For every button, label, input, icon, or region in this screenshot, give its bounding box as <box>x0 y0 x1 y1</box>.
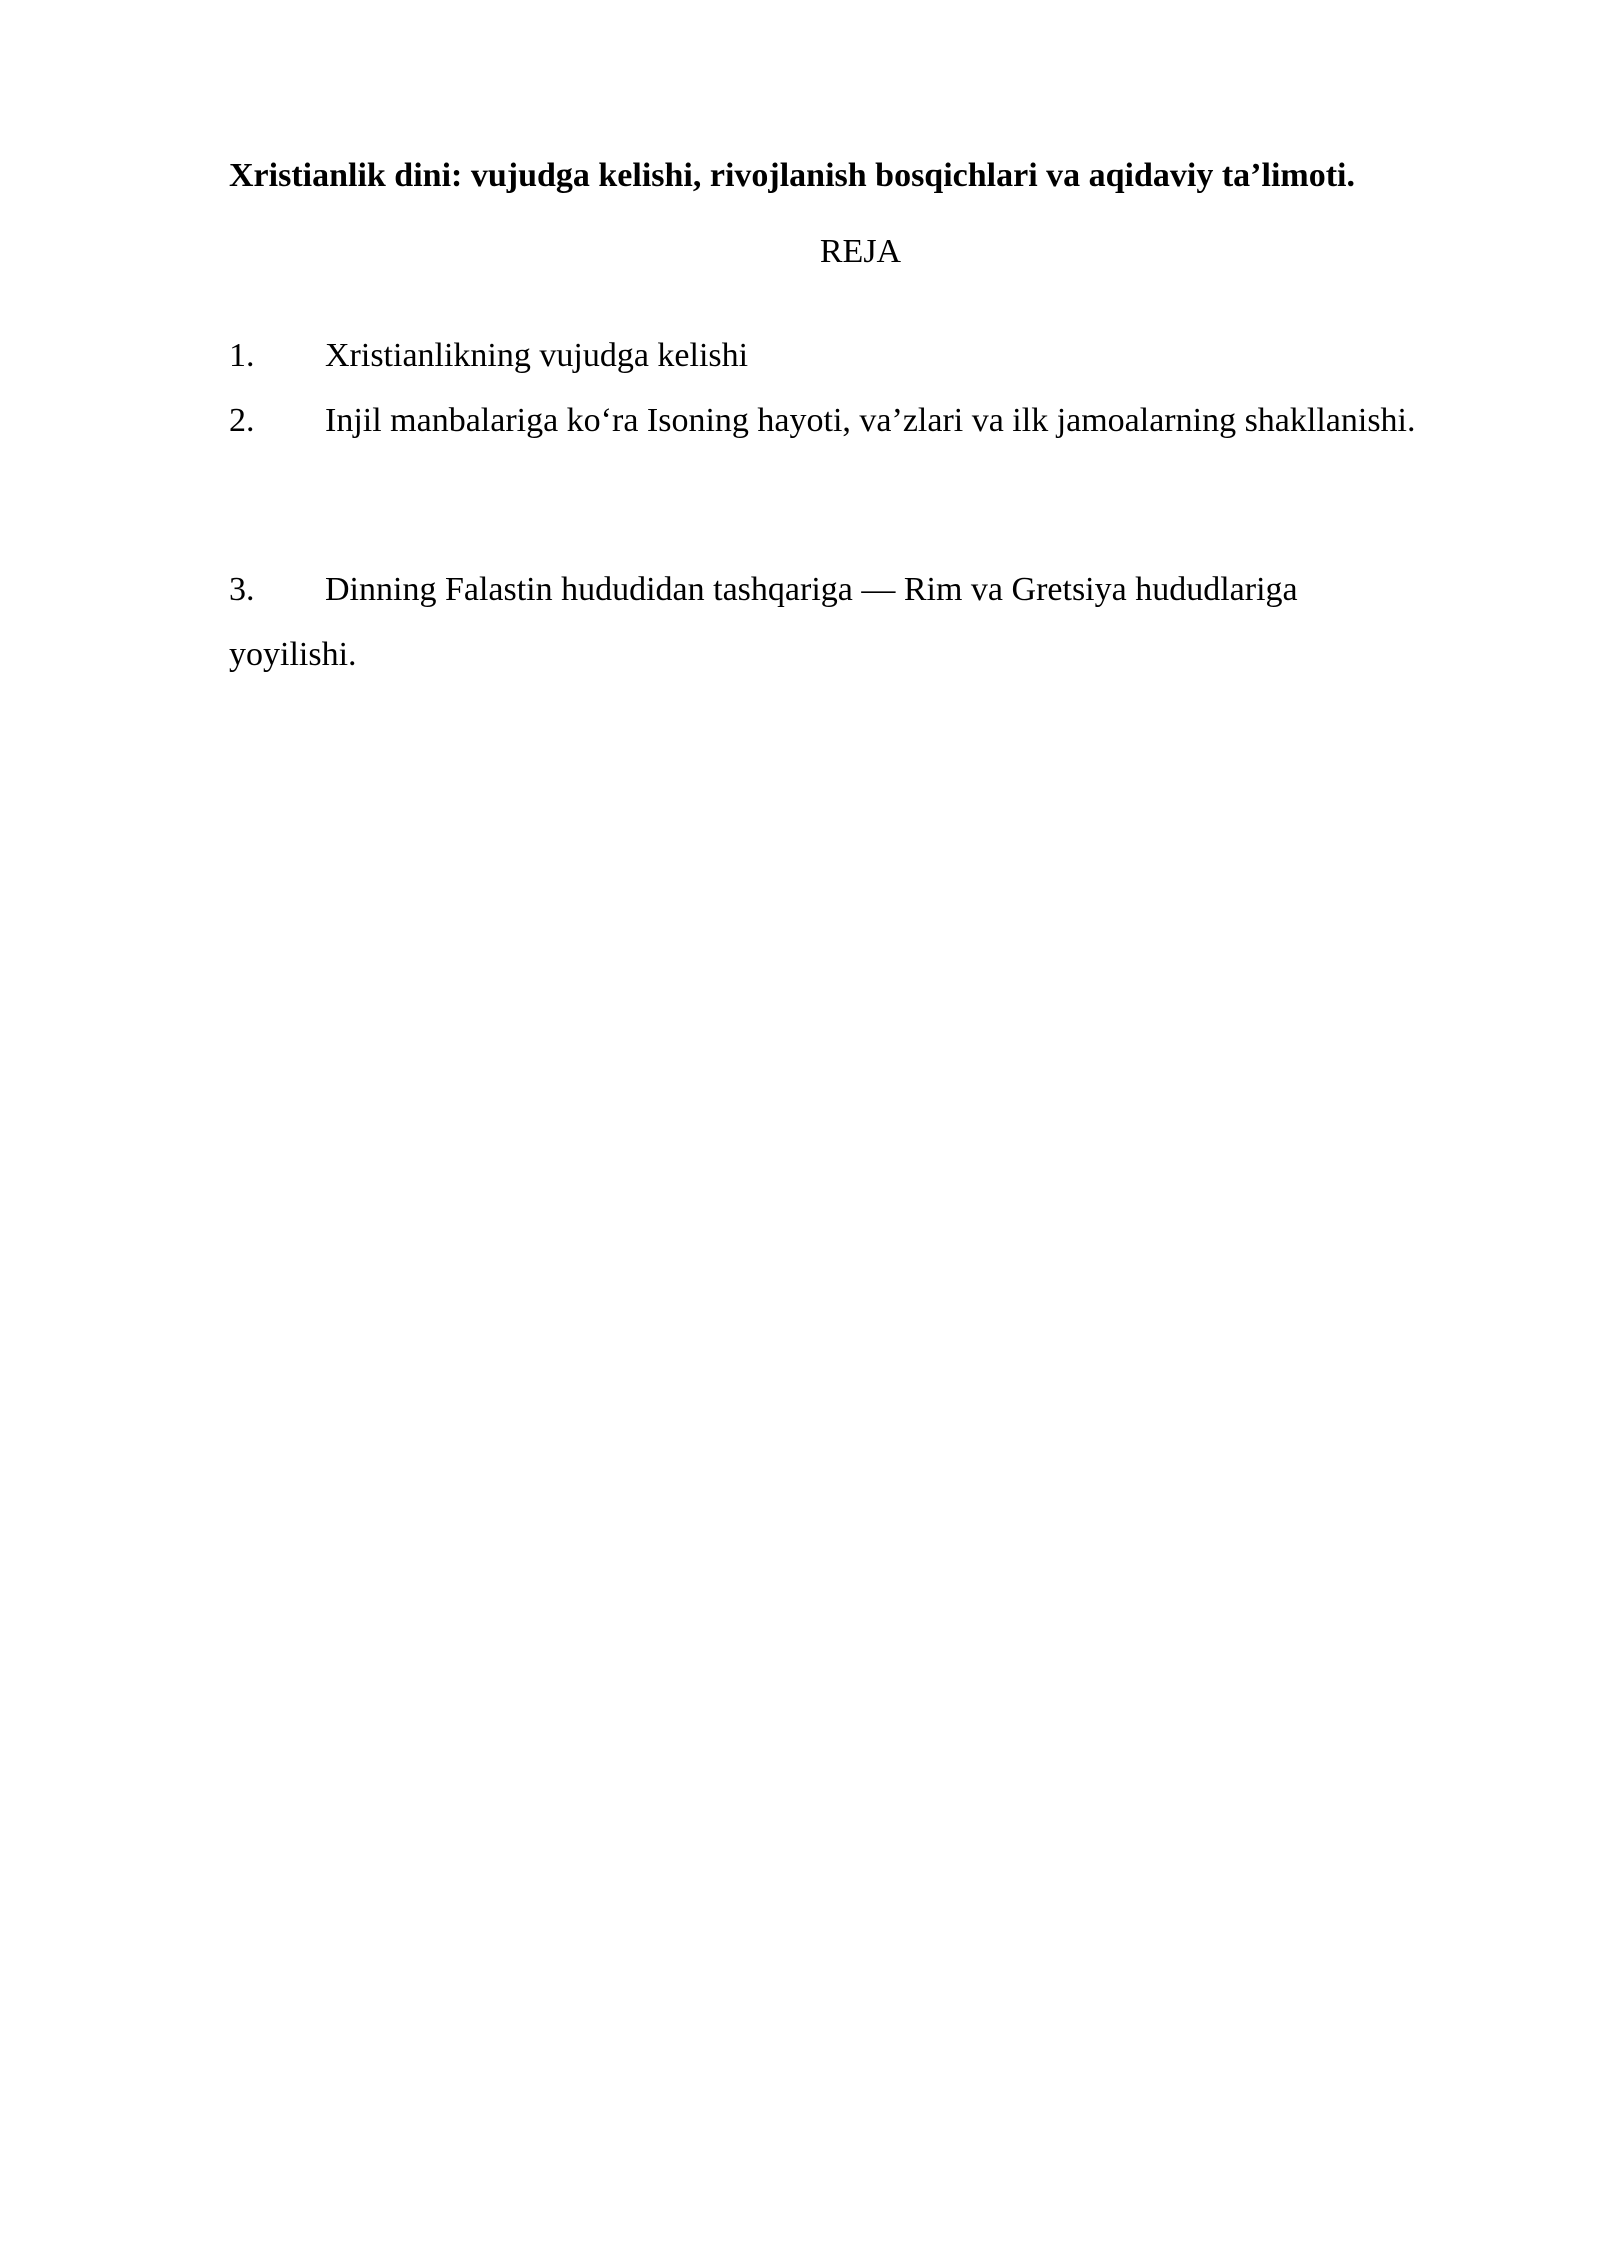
plan-item-text: Dinning Falastin hududidan tashqariga — Rim va Gretsiya hududlariga yoyilishi. <box>229 571 1298 673</box>
plan-item-number: 3. <box>229 571 255 608</box>
plan-item-number: 1. <box>229 337 255 374</box>
plan-item-number: 2. <box>229 402 255 439</box>
plan-item-text: Injil manbalariga ko‘ra Isoning hayoti, va’zlari va ilk jamoalarning shakllanishi. <box>325 402 1416 439</box>
plan-item-1 <box>229 323 1419 388</box>
plan-item-text: Xristianlikning vujudga kelishi <box>325 337 749 374</box>
plan-heading: REJA <box>819 233 902 270</box>
plan-item-2 <box>229 388 1419 453</box>
document-title: Xristianlik dini: vujudga kelishi, rivojlanish bosqichlari va aqidaviy ta’limoti. <box>229 157 1355 194</box>
plan-item-3 <box>229 557 1419 687</box>
